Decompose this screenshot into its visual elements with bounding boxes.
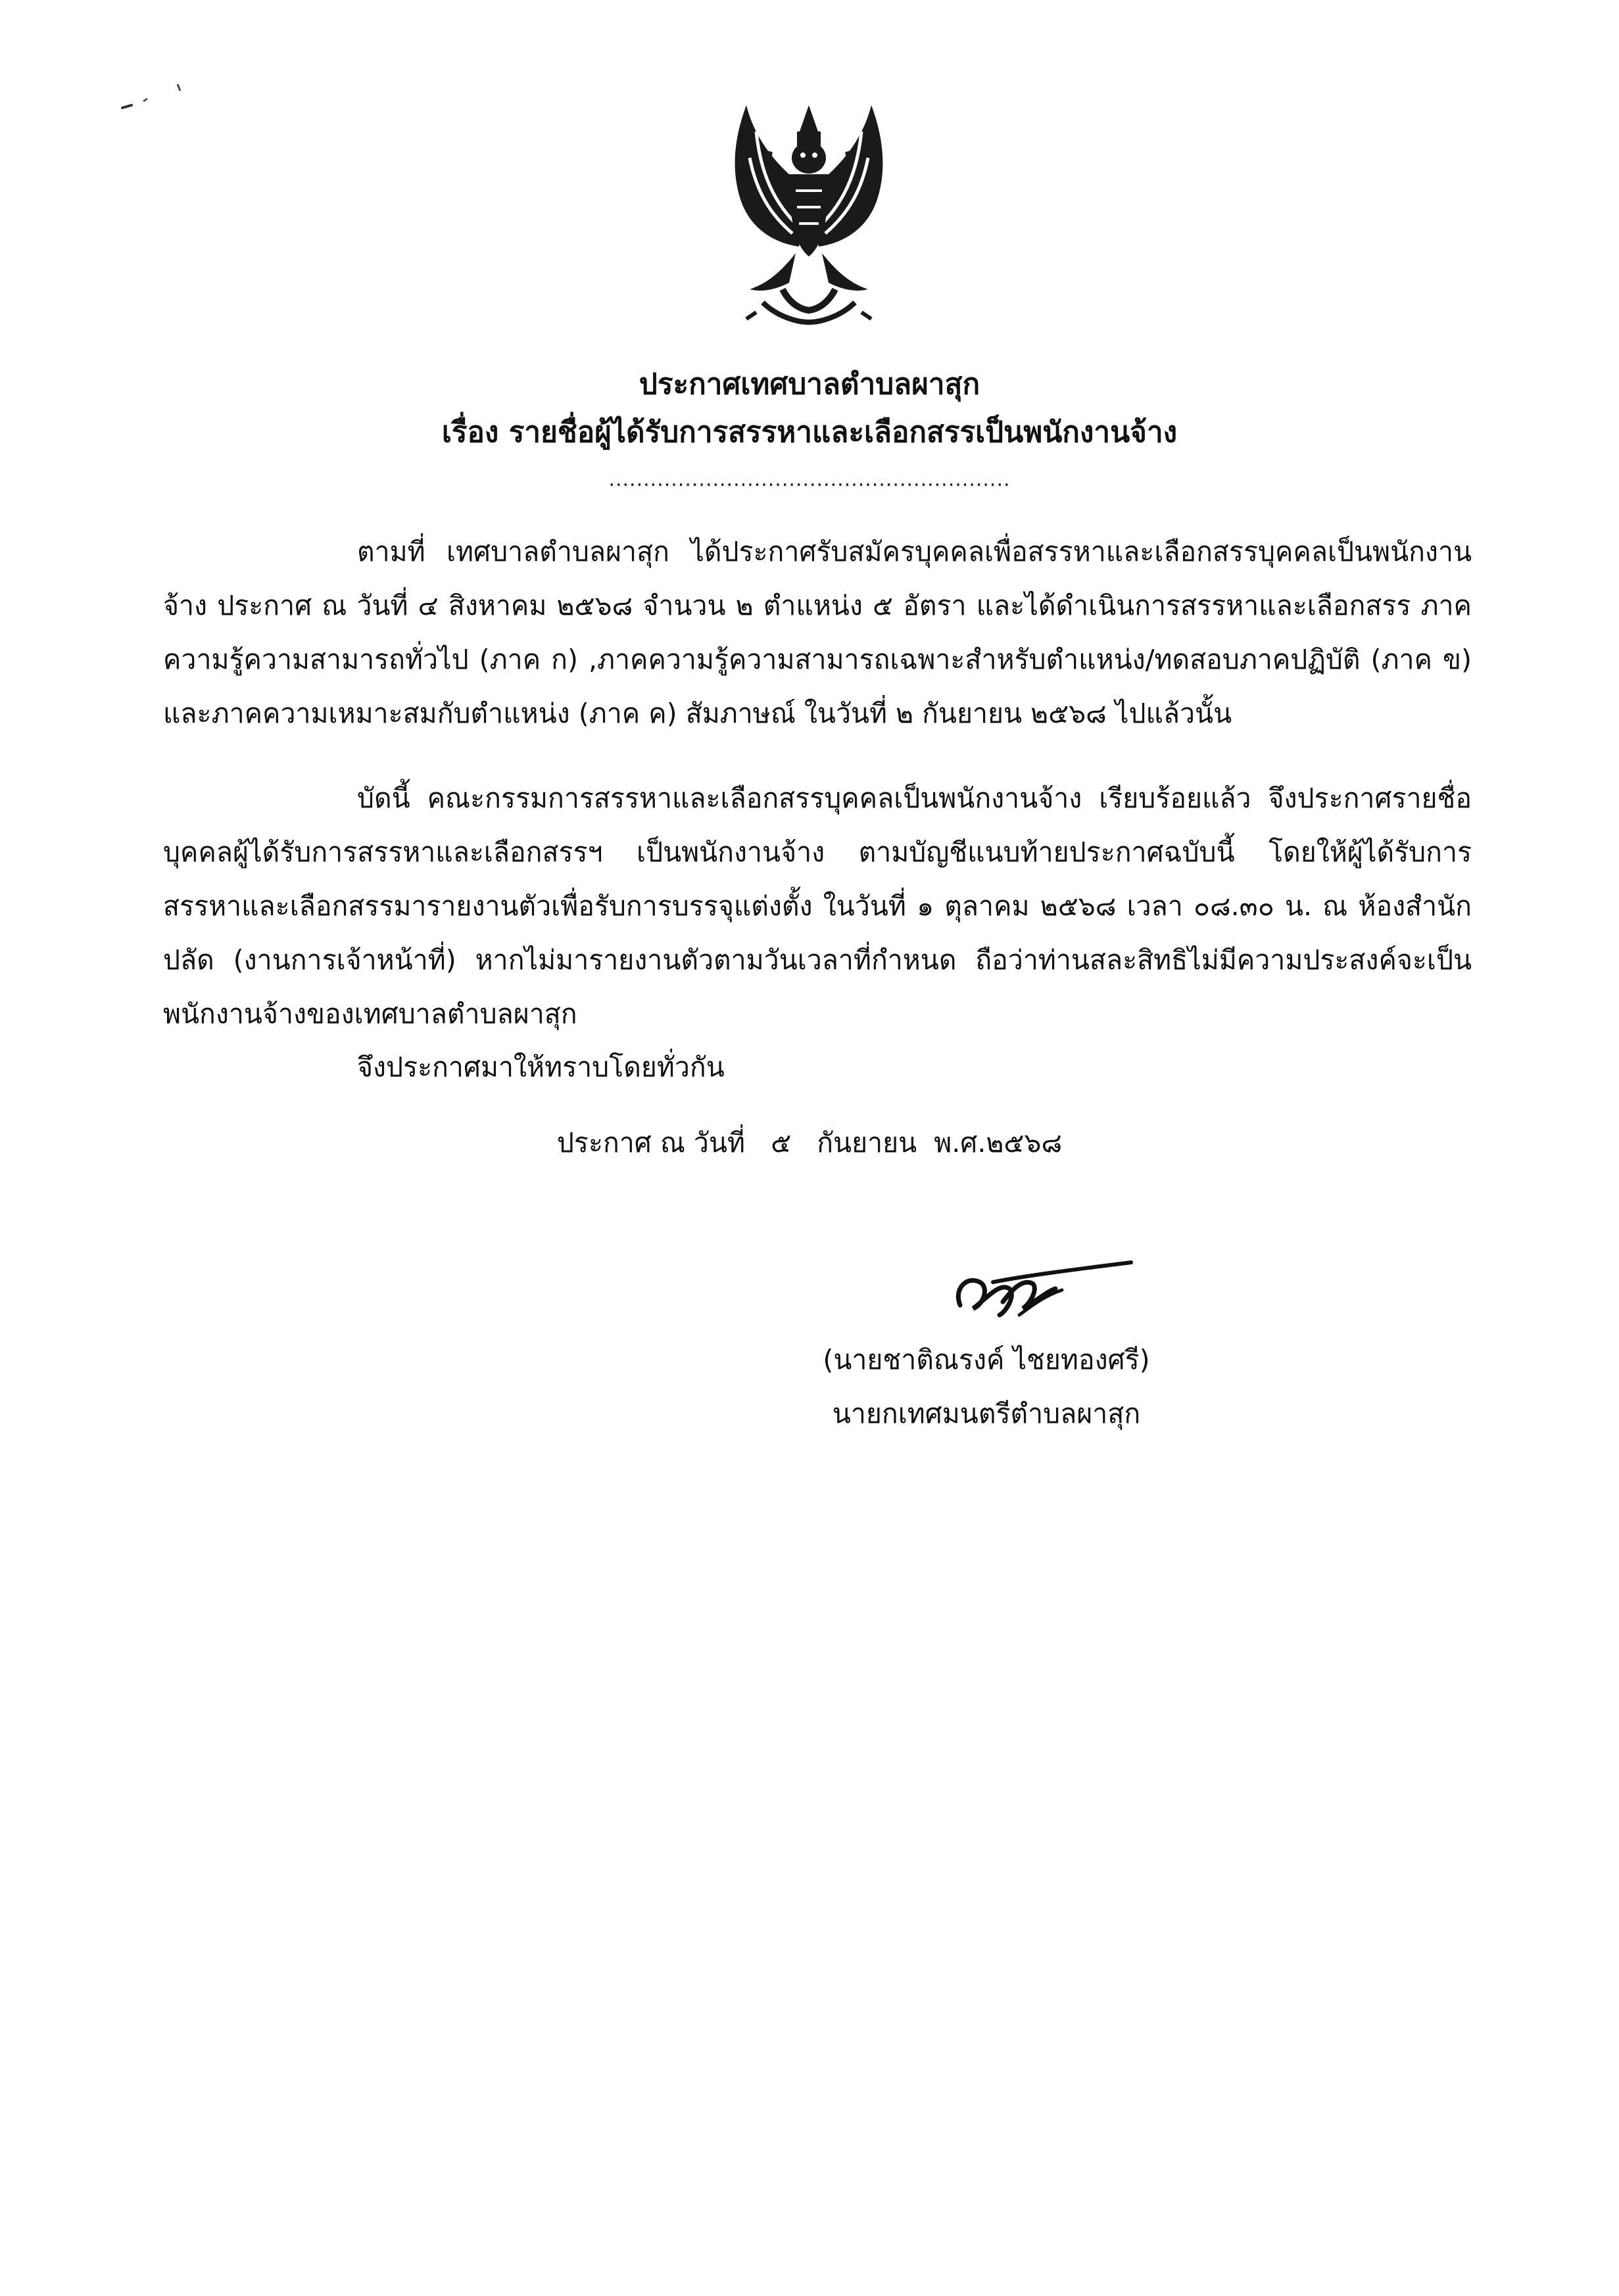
announcement-date: ประกาศ ณ วันที่ ๕ กันยายน พ.ศ.๒๕๖๘ — [556, 1127, 1063, 1159]
signer-name: (นายชาติณรงค์ ไชยทองศรี) — [823, 1344, 1150, 1375]
signer-title: นายกเทศมนตรีตำบลผาสุก — [832, 1398, 1141, 1429]
body-paragraph-1: ตามที่ เทศบาลตำบลผาสุก ได้ประกาศรับสมัครบุคคลเพื่อสรรหาและเลือกสรรบุคคลเป็นพนักงานจ้าง ประกาศ ณ วันที่ ๔ สิงหาคม ๒๕๖๘ จำนวน ๒ ตำแหน่ง ๕ อัตรา และได้ดำเนินการสรรหาและเลือกสรร ภาคความรู้ความสามารถทั่วไป (ภาค ก) ,ภาคความรู้ความสามารถเฉพาะสำหรับตำแหน่ง/ทดสอบภาคปฏิบัติ (ภาค ข) และภาคความเหมาะสมกับตำแหน่ง (ภาค ค) สัมภาษณ์ ในวันที่ ๒ กันยายน ๒๕๖๘ ไปแล้วนั้น — [163, 536, 1472, 729]
scan-speck-mark — [117, 79, 196, 118]
heading-separator: .......................................................... — [608, 468, 1011, 491]
handwritten-signature-icon — [947, 1243, 1144, 1328]
body-paragraph-2: บัดนี้ คณะกรรมการสรรหาและเลือกสรรบุคคลเป็นพนักงานจ้าง เรียบร้อยแล้ว จึงประกาศรายชื่อบุคคลผู้ได้รับการสรรหาและเลือกสรรฯ เป็นพนักงานจ้าง ตามบัญชีแนบท้ายประกาศฉบับนี้ โดยให้ผู้ได้รับการสรรหาและเลือกสรรมารายงานตัวเพื่อรับการบรรจุแต่งตั้ง ในวันที่ ๑ ตุลาคม ๒๕๖๘ เวลา ๐๘.๓๐ น. ณ ห้องสำนักปลัด (งานการเจ้าหน้าที่) หากไม่มารายงานตัวตามวันเวลาที่กำหนด ถือว่าท่านสละสิทธิไม่มีความประสงค์จะเป็นพนักงานจ้างของเทศบาลตำบลผาสุก — [163, 782, 1472, 1030]
subject-heading: เรื่อง รายชื่อผู้ได้รับการสรรหาและเลือกสรรเป็นพนักงานจ้าง — [441, 416, 1178, 449]
issuer-heading: ประกาศเทศบาลตำบลผาสุก — [639, 368, 980, 401]
garuda-emblem-icon — [684, 92, 934, 342]
closing-statement: จึงประกาศมาให้ทราบโดยทั่วกัน — [357, 1051, 725, 1083]
